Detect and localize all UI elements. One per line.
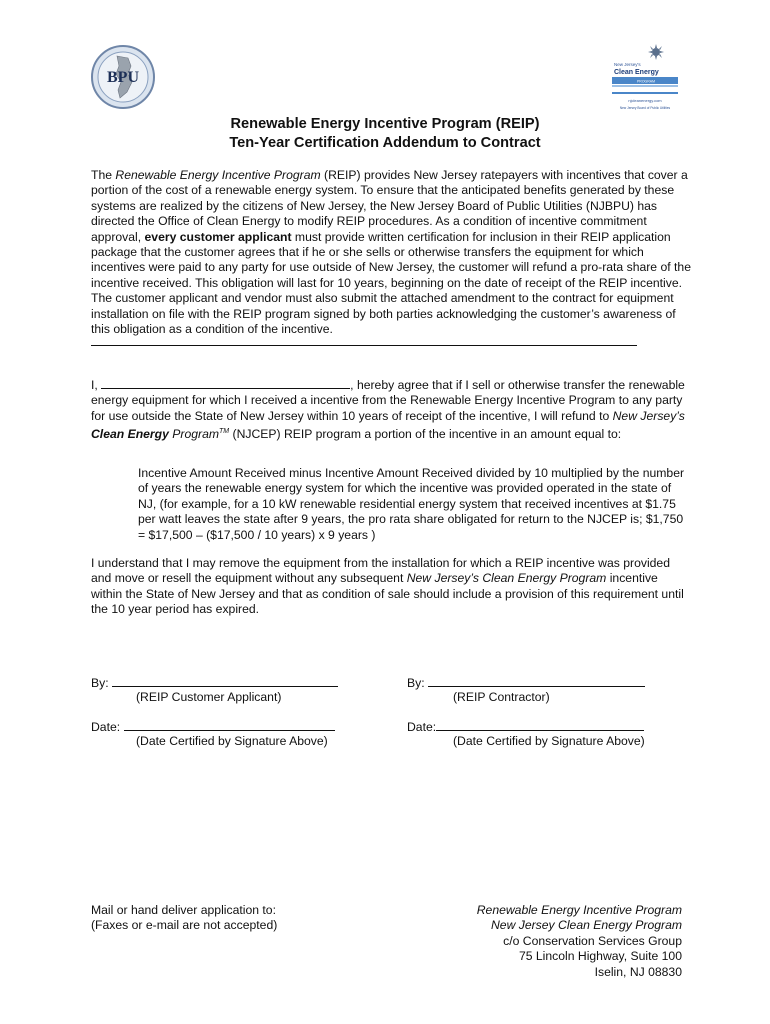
document-title: Renewable Energy Incentive Program (REIP) (230, 116, 540, 132)
customer-date-caption: (Date Certified by Signature Above) (136, 734, 328, 748)
bpu-logo-text: BPU (107, 69, 139, 86)
contractor-signature-line[interactable] (428, 675, 645, 687)
intro-paragraph: The Renewable Energy Incentive Program (REIP) provides New Jersey ratepayers with incentives that cover a portion of the cost of a renewable energy system. To ensure that the anticipated benefits generated by these systems are realized by the citizens of New Jersey, the New Jersey Board of Public Utilities (NJBPU) has directed the Office of Clean Energy to modify REIP procedures. As a condition of incentive commitment approval, every customer applicant must provide written certification for inclusion in their REIP application package that the customer agrees that if he or she sells or otherwise transfers the equipment for which incentives were paid to any party for use outside of New Jersey, the customer will refund a pro-rata share of the incentive received. This obligation will last for 10 years, beginning on the date of receipt of the REIP incentive. The customer applicant and vendor must also submit the attached amendment to the contract for equipment installation on file with the REIP program signed by both parties acknowledging the customer’s awareness of this obligation as a condition of the incentive. (91, 168, 691, 337)
njcep-logo-line3: PROGRAM (636, 79, 656, 84)
contractor-caption: (REIP Contractor) (453, 690, 550, 704)
njcep-logo-line1: New Jersey's (614, 62, 641, 67)
applicant-name-line[interactable] (101, 377, 350, 389)
address-line: 75 Lincoln Highway, Suite 100 (518, 949, 682, 964)
njcep-logo (604, 42, 684, 114)
separator-line (91, 345, 637, 346)
address-line: Renewable Energy Incentive Program (476, 903, 682, 917)
mail-note: (Faxes or e-mail are not accepted) (91, 918, 278, 932)
customer-signature-line[interactable] (112, 675, 338, 687)
bpu-logo (90, 44, 156, 110)
mail-instruction: Mail or hand deliver application to: (91, 903, 276, 917)
mailing-address (430, 903, 682, 980)
contractor-date-line[interactable] (436, 719, 644, 731)
customer-caption: (REIP Customer Applicant) (136, 690, 282, 704)
customer-date-row: Date: (91, 719, 335, 735)
customer-date-line[interactable] (124, 719, 335, 731)
contractor-date-caption: (Date Certified by Signature Above) (453, 734, 645, 748)
address-line: c/o Conservation Services Group (503, 933, 682, 948)
contractor-by-row: By: (407, 675, 645, 691)
address-line: Iselin, NJ 08830 (594, 964, 682, 979)
njcep-logo-line5: New Jersey Board of Public Utilities (619, 106, 671, 110)
formula-paragraph: Incentive Amount Received minus Incentive Amount Received divided by 10 multiplied by the number of years the renewable energy system for which the incentive was provided operated in the state of NJ, (for example, for a 10 kW renewable residential energy system that received incentives at $1.75 per watt leaves the state after 9 years, the pro rata share obligated for return to the NJCEP is; $1,750 = $17,500 – ($17,500 / 10 years) x 9 years ) (138, 466, 685, 542)
understand-paragraph: I understand that I may remove the equipment from the installation for which a REIP incentive was provided and move or resell the equipment without any subsequent New Jersey’s Clean Energy Program incentive within the State of New Jersey and that as condition of sale should include a provision of this requirement until the 10 year period has expired. (91, 556, 684, 617)
agreement-paragraph: I, , hereby agree that if I sell or otherwise transfer the renewable energy equipment for which I received a incentive from the Renewable Energy Incentive Program to any party for use outside the State of New Jersey within 10 years of receipt of the incentive, I will refund to New Jersey’s Clean Energy Program™ (NJCEP) REIP program a portion of the incentive in an amount equal to: (91, 378, 685, 442)
njcep-logo-line4: njcleanenergy.com (628, 98, 662, 103)
customer-by-row: By: (91, 675, 338, 691)
address-line: New Jersey Clean Energy Program (490, 918, 682, 933)
njcep-logo-line2: Clean Energy (614, 69, 659, 76)
document-subtitle: Ten-Year Certification Addendum to Contract (229, 135, 541, 151)
contractor-date-row: Date: (407, 719, 644, 735)
